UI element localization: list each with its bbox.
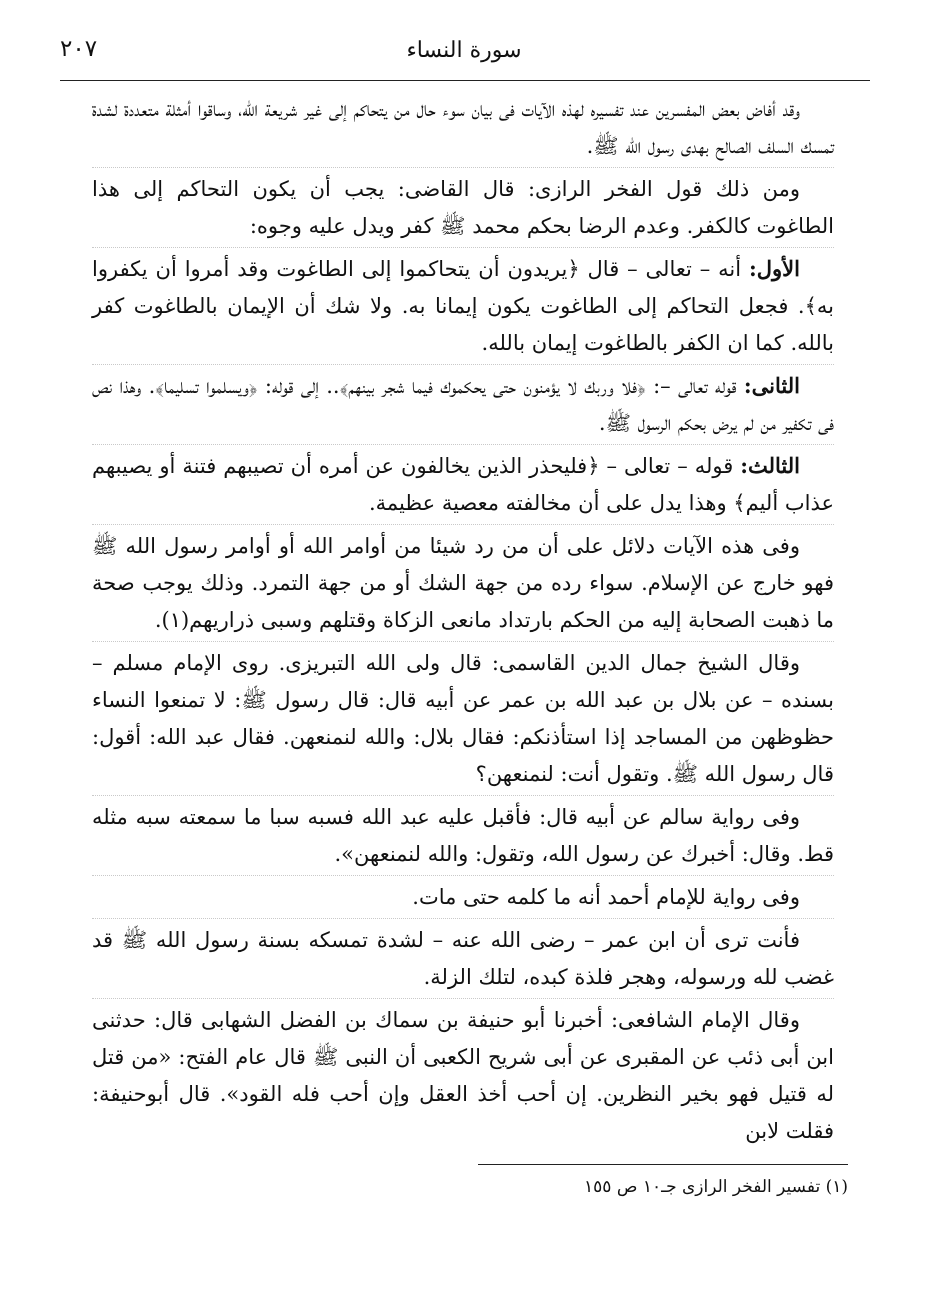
paragraph-11: [92, 1001, 834, 1152]
paragraph-9: [92, 878, 834, 919]
paragraph-1: [92, 90, 834, 168]
paragraph-4: [92, 367, 834, 445]
page-number: ٢٠٧: [60, 36, 98, 62]
body-text: [92, 90, 834, 1154]
paragraph-10: [92, 921, 834, 999]
paragraph-lead: الثالث:: [740, 453, 800, 478]
header-divider: [60, 80, 870, 81]
paragraph-lead: الثانى:: [743, 373, 800, 398]
paragraph-text: وفى هذه الآيات دلائل على أن من رد شيئا من أوامر الله أو أوامر رسول الله ﷺ فهو خارج عن الإسلام. سواء رده من جهة الشك أو من جهة التمرد. وذلك يوجب صحة ما ذهبت الصحابة إليه من الحكم بارتداد مانعى الزكاة وقتلهم وسبى ذراريهم(١).: [92, 534, 834, 632]
paragraph-text: وقال الشيخ جمال الدين القاسمى: قال ولى الله التبريزى. روى الإمام مسلم – بسنده – عن بلال بن عبد الله بن عمر عن أبيه قال: قال رسول ﷺ: لا تمنعوا النساء حظوظهن من المساجد إذا استأذنكم: فقال بلال: والله لنمنعهن. فقال عبد الله: أقول: قال رسول الله ﷺ. وتقول أنت: لنمنعهن؟: [92, 651, 834, 786]
paragraph-2: [92, 170, 834, 248]
paragraph-6: [92, 527, 834, 642]
surah-title: سورة النساء: [406, 38, 522, 63]
paragraph-text: قوله تعالى –: ﴿فلا وربك لا يؤمنون حتى يحكموك فيما شجر بينهم﴾.. إلى قوله: ﴿ويسلموا تسليما﴾. وهذا نص فى تكفير من لم يرض بحكم الرسول ﷺ.: [92, 374, 834, 435]
paragraph-8: [92, 798, 834, 876]
paragraph-7: [92, 644, 834, 796]
paragraph-text: أنه – تعالى – قال ﴿يريدون أن يتحاكموا إلى الطاغوت وقد أمروا أن يكفروا به﴾. فجعل التحاكم إلى الطاغوت يكون إيمانا به. ولا شك أن الإيمان بالطاغوت كفر بالله. كما ان الكفر بالطاغوت إيمان بالله.: [92, 257, 834, 355]
paragraph-text: وفى رواية سالم عن أبيه قال: فأقبل عليه عبد الله فسبه سبا ما سمعته سبه مثله قط. وقال: أخبرك عن رسول الله، وتقول: والله لنمنعهن».: [92, 805, 834, 866]
footnote: (١) تفسير الفخر الرازى جـ١٠ ص ١٥٥: [584, 1177, 848, 1197]
paragraph-text: وقال الإمام الشافعى: أخبرنا أبو حنيفة بن سماك بن الفضل الشهابى قال: حدثنى ابن أبى ذئب عن المقبرى عن أبى شريح الكعبى أن النبى ﷺ قال عام الفتح: «من قتل له قتيل فهو بخير النظرين. إن أحب أخذ العقل وإن أحب فله القود». قال أبوحنيفة: فقلت لابن: [92, 1008, 834, 1143]
footnote-divider: [478, 1164, 848, 1165]
paragraph-3: [92, 250, 834, 365]
paragraph-text: وقد أفاض بعض المفسرين عند تفسيره لهذه الآيات فى بيان سوء حال من يتحاكم إلى غير شريعة الله، وساقوا أمثلة متعددة لشدة تمسك السلف الصالح بهدى رسول الله ﷺ.: [92, 97, 834, 158]
paragraph-5: [92, 447, 834, 525]
page-header: [60, 30, 868, 76]
paragraph-text: وفى رواية للإمام أحمد أنه ما كلمه حتى مات.: [412, 885, 800, 909]
paragraph-text: ومن ذلك قول الفخر الرازى: قال القاضى: يجب أن يكون التحاكم إلى هذا الطاغوت كالكفر. وعدم الرضا بحكم محمد ﷺ كفر ويدل عليه وجوه:: [92, 177, 834, 238]
paragraph-text: قوله – تعالى – ﴿فليحذر الذين يخالفون عن أمره أن تصيبهم فتنة أو يصيبهم عذاب أليم﴾ وهذا يدل على أن مخالفته معصية عظيمة.: [92, 454, 834, 515]
paragraph-text: فأنت ترى أن ابن عمر – رضى الله عنه – لشدة تمسكه بسنة رسول الله ﷺ قد غضب لله ورسوله، وهجر فلذة كبده، لتلك الزلة.: [92, 928, 834, 989]
paragraph-lead: الأول:: [749, 256, 800, 281]
